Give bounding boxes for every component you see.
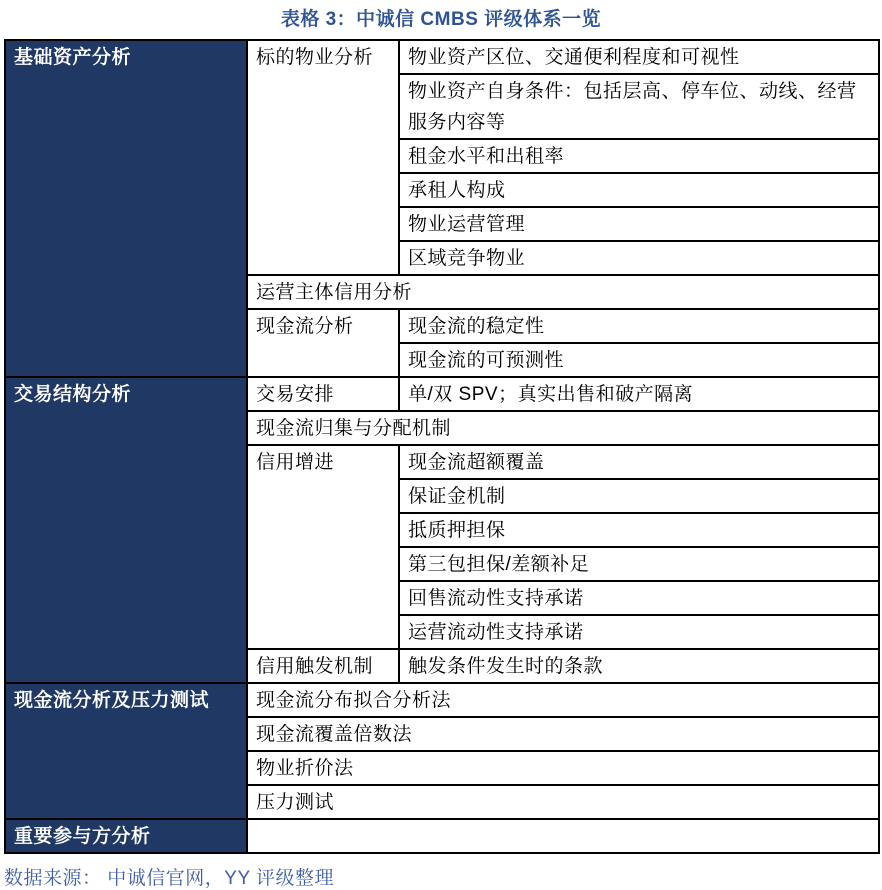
- detail-cell: 回售流动性支持承诺: [399, 581, 879, 615]
- detail-cell: 保证金机制: [399, 479, 879, 513]
- table-row: [5, 377, 879, 411]
- merged-detail-cell: 现金流覆盖倍数法: [247, 717, 879, 751]
- merged-detail-cell: 运营主体信用分析: [247, 275, 879, 309]
- table-title: 表格 3：中诚信 CMBS 评级体系一览: [280, 9, 602, 30]
- detail-cell: 第三包担保/差额补足: [399, 547, 879, 581]
- data-source-note: 数据来源： 中诚信官网，YY 评级整理: [4, 868, 335, 889]
- detail-cell: 物业资产区位、交通便利程度和可视性: [399, 40, 879, 74]
- category-cell: 交易结构分析: [5, 377, 247, 683]
- detail-cell: 物业运营管理: [399, 207, 879, 241]
- merged-detail-cell: 现金流归集与分配机制: [247, 411, 879, 445]
- detail-cell: 现金流的可预测性: [399, 343, 879, 377]
- detail-cell: 区域竞争物业: [399, 241, 879, 275]
- detail-cell: 现金流超额覆盖: [399, 445, 879, 479]
- merged-detail-cell: 压力测试: [247, 785, 879, 819]
- detail-cell: 单/双 SPV；真实出售和破产隔离: [399, 377, 879, 411]
- table-row: [5, 683, 879, 717]
- subcategory-cell: 现金流分析: [247, 309, 399, 377]
- subcategory-cell: 交易安排: [247, 377, 399, 411]
- detail-cell: 抵质押担保: [399, 513, 879, 547]
- merged-detail-cell: 物业折价法: [247, 751, 879, 785]
- subcategory-cell: 信用触发机制: [247, 649, 399, 683]
- detail-cell: 运营流动性支持承诺: [399, 615, 879, 649]
- subcategory-cell: 信用增进: [247, 445, 399, 649]
- category-cell: 现金流分析及压力测试: [5, 683, 247, 819]
- detail-cell: 租金水平和出租率: [399, 139, 879, 173]
- category-cell: 基础资产分析: [5, 40, 247, 377]
- detail-cell: 承租人构成: [399, 173, 879, 207]
- detail-cell: 触发条件发生时的条款: [399, 649, 879, 683]
- subcategory-cell: 标的物业分析: [247, 40, 399, 275]
- category-cell: 重要参与方分析: [5, 819, 247, 853]
- detail-cell: 现金流的稳定性: [399, 309, 879, 343]
- merged-detail-cell: [247, 819, 879, 853]
- merged-detail-cell: 现金流分布拟合分析法: [247, 683, 879, 717]
- detail-cell: 物业资产自身条件：包括层高、停车位、动线、经营服务内容等: [399, 74, 879, 139]
- table-body: [5, 40, 879, 853]
- rating-system-table: [4, 39, 880, 854]
- table-row: [5, 40, 879, 74]
- table-row: [5, 819, 879, 853]
